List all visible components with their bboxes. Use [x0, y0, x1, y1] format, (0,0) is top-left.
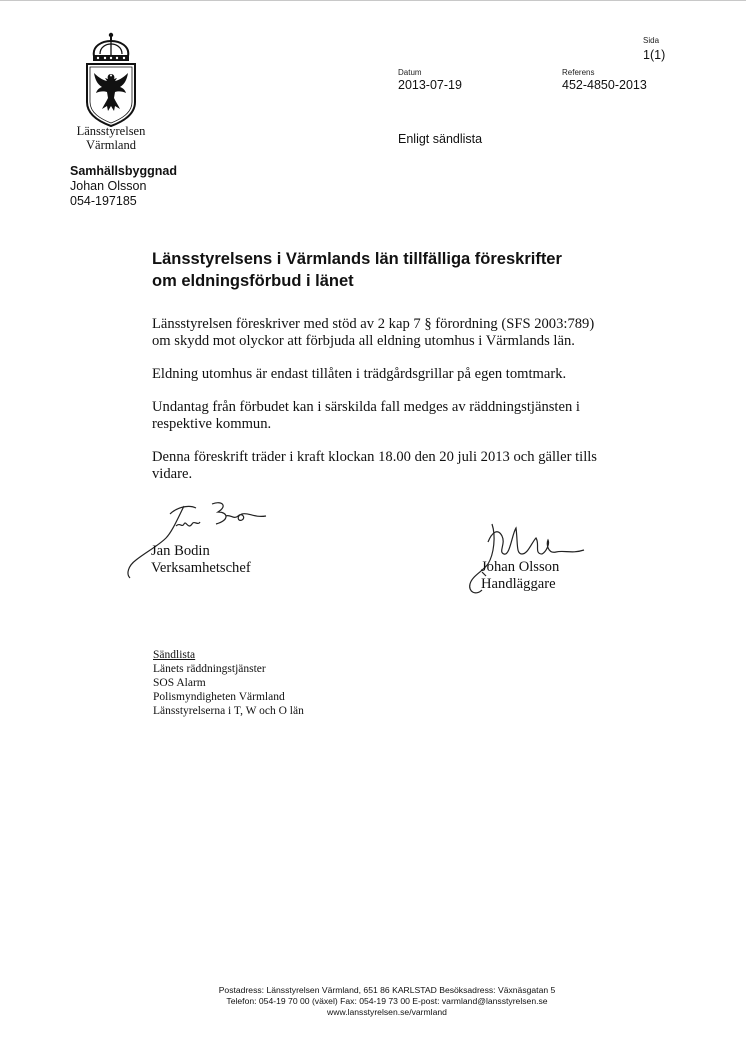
page-label: Sida [643, 36, 660, 45]
page-value: 1(1) [643, 48, 666, 62]
footer-website: www.lansstyrelsen.se/varmland [327, 1007, 447, 1017]
sender-name: Johan Olsson [70, 179, 147, 193]
right-signer-name: Johan Olsson [481, 559, 560, 575]
right-signer [481, 559, 559, 593]
paragraph-4-line1: Denna föreskrift träder i kraft klockan 18.00 den 20 juli 2013 och gäller tills [152, 449, 597, 465]
top-rule [0, 0, 746, 1]
paragraph-4 [152, 449, 642, 483]
sender-department: Samhällsbyggnad [70, 164, 177, 178]
coat-of-arms-logo [80, 32, 142, 128]
org-name-line2: Värmland [86, 138, 136, 152]
date-value: 2013-07-19 [398, 78, 462, 92]
paragraph-1-line1: Länsstyrelsen föreskriver med stöd av 2 kap 7 § förordning (SFS 2003:789) [152, 316, 595, 332]
sender-phone: 054-197185 [70, 194, 137, 208]
reference-value: 452-4850-2013 [562, 78, 647, 92]
crown-icon [93, 33, 129, 61]
left-signer [151, 543, 251, 577]
distribution-item: Länets räddningstjänster [153, 663, 266, 675]
distribution-list [153, 648, 304, 718]
left-signer-name: Jan Bodin [151, 543, 210, 559]
distribution-item: Polismyndigheten Värmland [153, 691, 285, 703]
paragraph-3 [152, 399, 642, 433]
distribution-item: SOS Alarm [153, 677, 206, 689]
distribution-item: Länsstyrelserna i T, W och O län [153, 705, 304, 717]
organization-name [54, 124, 168, 152]
paragraph-1 [152, 316, 642, 350]
paragraph-3-line1: Undantag från förbudet kan i särskilda fall medges av räddningstjänsten i [152, 399, 580, 415]
title-line2: om eldningsförbud i länet [152, 272, 354, 290]
paragraph-4-line2: vidare. [152, 466, 193, 482]
title-line1: Länsstyrelsens i Värmlands län tillfälliga föreskrifter [152, 250, 562, 268]
document-body [152, 316, 642, 499]
date-label: Datum [398, 68, 422, 77]
left-signer-title: Verksamhetschef [151, 560, 251, 576]
footer-address: Postadress: Länsstyrelsen Värmland, 651 86 KARLSTAD Besöksadress: Växnäsgatan 5 [218, 985, 556, 995]
footer-contact: Telefon: 054-19 70 00 (växel) Fax: 054-19 73 00 E-post: varmland@lansstyrelsen.se [226, 996, 548, 1006]
paragraph-2: Eldning utomhus är endast tillåten i trädgårdsgrillar på egen tomtmark. [152, 366, 567, 382]
paragraph-3-line2: respektive kommun. [152, 416, 272, 432]
right-signer-title: Handläggare [481, 576, 556, 592]
org-name-line1: Länsstyrelsen [76, 124, 146, 138]
reference-label: Referens [562, 68, 595, 77]
page-footer [0, 985, 746, 1018]
document-title [152, 248, 652, 292]
sender-block [70, 164, 177, 209]
distribution-heading: Sändlista [153, 649, 196, 661]
paragraph-1-line2: om skydd mot olyckor att förbjuda all eldning utomhus i Värmlands län. [152, 333, 575, 349]
recipient-line: Enligt sändlista [398, 132, 483, 146]
